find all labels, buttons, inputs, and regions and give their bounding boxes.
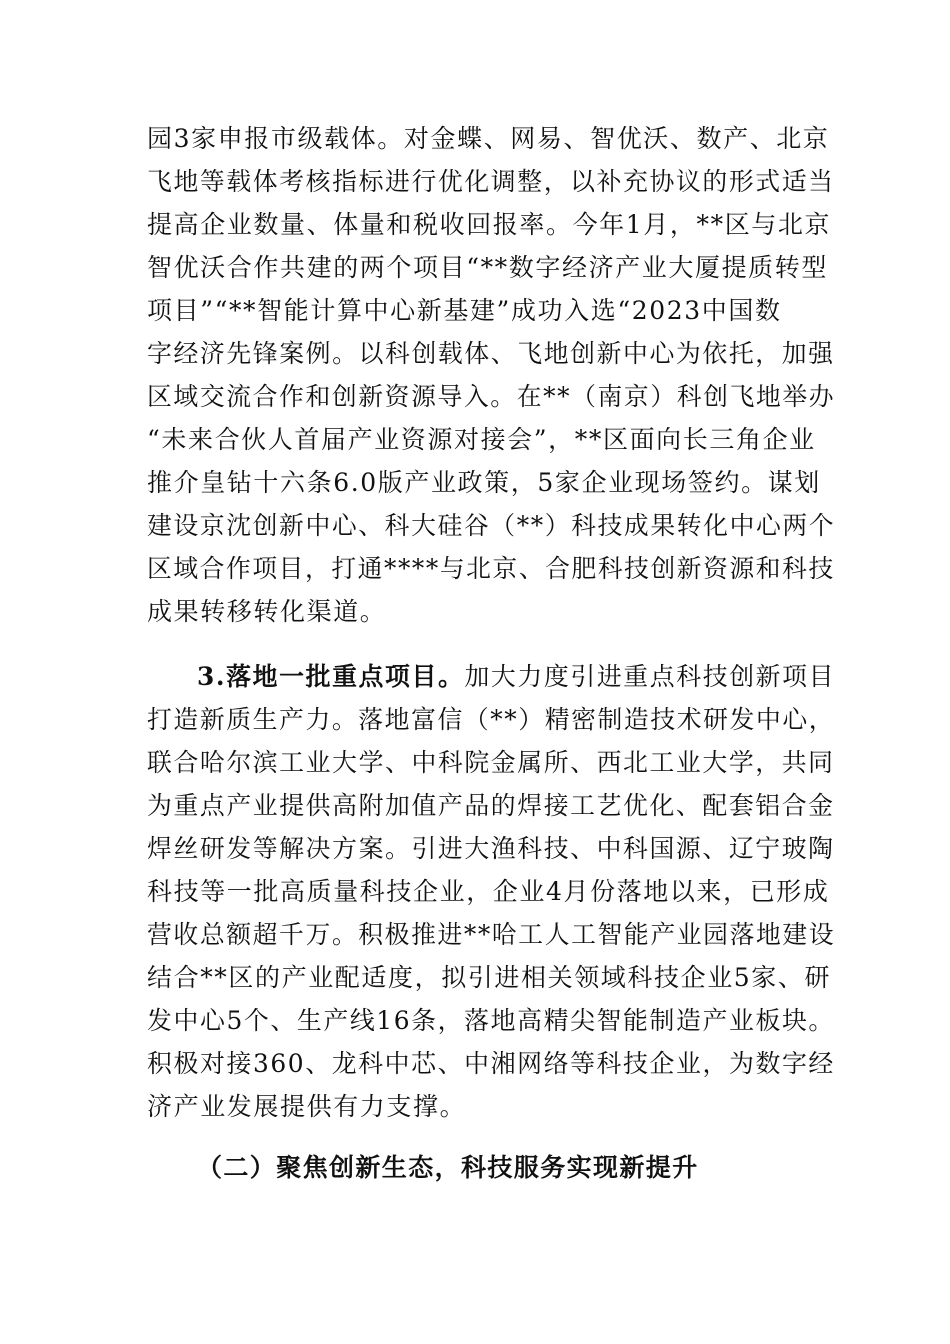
text-line: 打造新质生产力。落地富信（**）精密制造技术研发中心，	[147, 705, 836, 734]
text-line: 焊丝研发等解决方案。引进大渔科技、中科国源、辽宁玻陶	[147, 834, 835, 863]
text-line: 项目”“**智能计算中心新基建”成功入选“2023中国数	[147, 296, 782, 325]
text-line: 飞地等载体考核指标进行优化调整，以补充协议的形式适当	[147, 167, 835, 196]
text-line: 营收总额超千万。积极推进**哈工人工智能产业园落地建设	[147, 920, 836, 949]
text-line: 发中心5个、生产线16条，落地高精尖智能制造产业板块。	[147, 1006, 835, 1035]
text-line: 智优沃合作共建的两个项目“**数字经济产业大厦提质转型	[147, 253, 828, 282]
text-line: 提高企业数量、体量和税收回报率。今年1月，**区与北京	[147, 210, 832, 239]
text-line: 推介皇钻十六条6.0版产业政策，5家企业现场签约。谋划	[147, 468, 821, 497]
text-line	[197, 660, 835, 694]
text-line: “未来合伙人首届产业资源对接会”，**区面向长三角企业	[147, 425, 816, 454]
text-line: 结合**区的产业配适度，拟引进相关领域科技企业5家、研	[147, 963, 832, 992]
text-line: 字经济先锋案例。以科创载体、飞地创新中心为依托，加强	[147, 339, 835, 368]
text-line: 联合哈尔滨工业大学、中科院金属所、西北工业大学，共同	[147, 748, 835, 777]
text-line: 园3家申报市级载体。对金蝶、网易、智优沃、数产、北京	[147, 124, 830, 153]
text-run: 加大力度引进重点科技创新项目	[464, 662, 836, 691]
text-line: 区域合作项目，打通****与北京、合肥科技创新资源和科技	[147, 554, 835, 583]
text-line: 济产业发展提供有力支撑。	[147, 1092, 467, 1121]
paragraph-lead: 3.落地一批重点项目。	[197, 662, 465, 691]
text-line: 为重点产业提供高附加值产品的焊接工艺优化、配套铝合金	[147, 791, 835, 820]
text-line: 建设京沈创新中心、科大硅谷（**）科技成果转化中心两个	[147, 511, 836, 540]
text-line: 区域交流合作和创新资源导入。在**（南京）科创飞地举办	[147, 382, 836, 411]
section-heading: （二）聚焦创新生态，科技服务实现新提升	[197, 1153, 699, 1182]
text-line: 科技等一批高质量科技企业，企业4月份落地以来，已形成	[147, 877, 830, 906]
text-line: 成果转移转化渠道。	[147, 597, 387, 626]
text-line: 积极对接360、龙科中芯、中湘网络等科技企业，为数字经	[147, 1049, 835, 1078]
